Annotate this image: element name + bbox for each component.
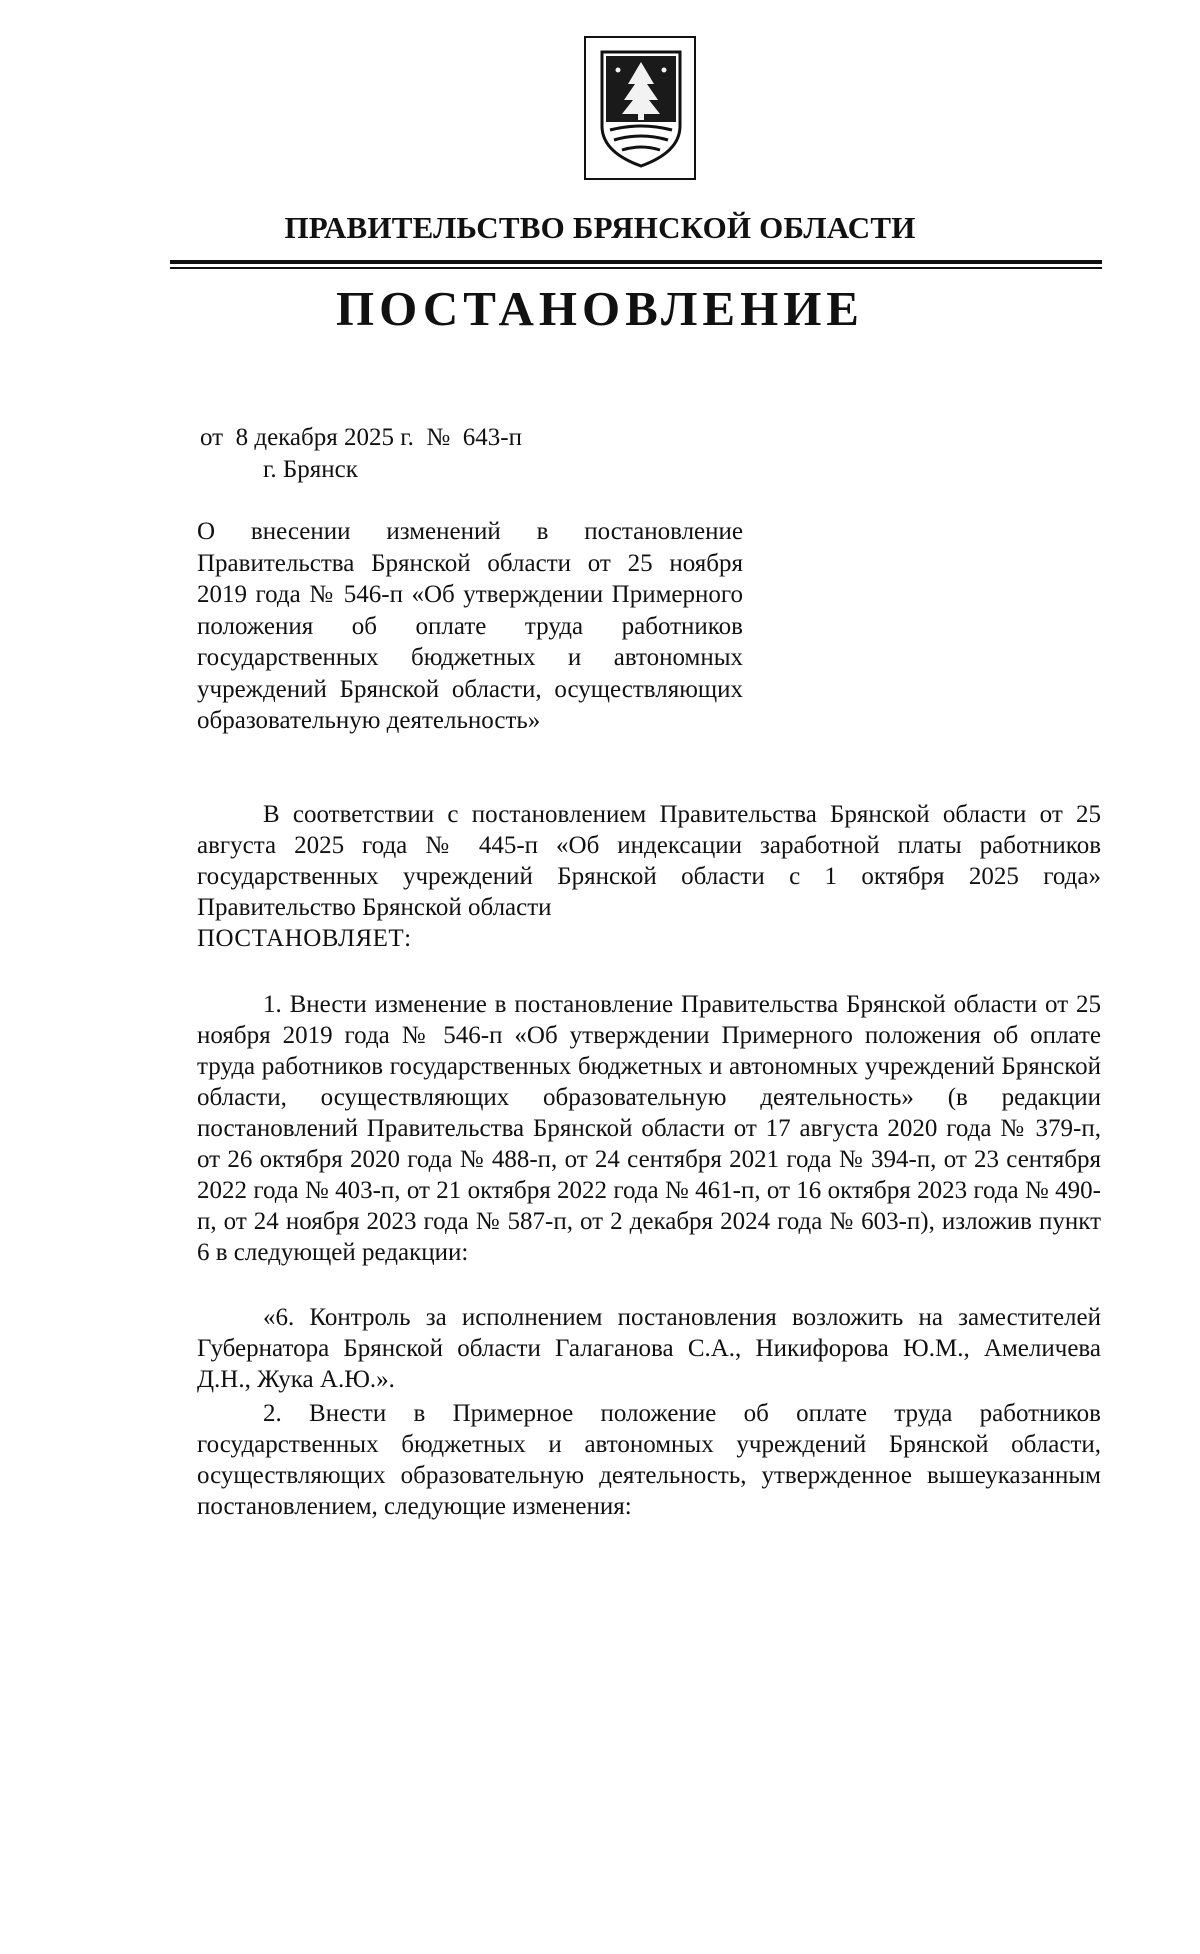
header-divider-thick: [170, 260, 1102, 264]
preamble-paragraph: В соответствии с постановлением Правительства Брянской области от 25 августа 2025 года № 445-п «Об индексации заработной платы работников государственных учреждений Брянской области с 1 октября 2025 года» Правительство Брянской области: [197, 801, 1101, 921]
item-2-paragraph: 2. Внести в Примерное положение об оплате труда работников государственных бюджетных и автономных учреждений Брянской области, осуществляющих образовательную деятельность, утвержденное вышеуказанным постановлением, следующие изменения:: [197, 1400, 1101, 1520]
coat-of-arms-icon: [598, 48, 684, 170]
document-type-title: ПОСТАНОВЛЕНИЕ: [336, 281, 864, 336]
coat-of-arms-emblem: [584, 36, 696, 180]
header-divider-thin: [170, 267, 1102, 269]
item-1-paragraph: 1. Внести изменение в постановление Правительства Брянской области от 25 ноября 2019 года № 546-п «Об утверждении Примерного положения об оплате труда работников государственных бюджетных и автономных учреждений Брянской области, осуществляющих образовательную деятельность» (в редакции постановлений Правительства Брянской области от 17 августа 2020 года № 379-п, от 26 октября 2020 года № 488-п, от 24 сентября 2021 года № 394-п, от 23 сентября 2022 года № 403-п, от 21 октября 2022 года № 461-п, от 16 октября 2023 года № 490-п, от 24 ноября 2023 года № 587-п, от 2 декабря 2024 года № 603-п), изложив пункт 6 в следующей редакции:: [197, 991, 1101, 1266]
organization-title: ПРАВИТЕЛЬСТВО БРЯНСКОЙ ОБЛАСТИ: [284, 210, 916, 245]
document-subject: О внесении изменений в постановление Правительства Брянской области от 25 ноября 2019 года № 546-п «Об утверждении Примерного положения об оплате труда работников государственных бюджетных и автономных учреждений Брянской области, осуществляющих образовательную деятельность»: [197, 518, 743, 734]
item-1-quote-paragraph: «6. Контроль за исполнением постановления возложить на заместителей Губернатора Брянской области Галаганова С.А., Никифорова Ю.М., Амеличева Д.Н., Жука А.Ю.».: [197, 1304, 1101, 1393]
document-date-number: от 8 декабря 2025 г. № 643-п: [200, 424, 522, 451]
document-city: г. Брянск: [263, 456, 358, 483]
resolves-heading: ПОСТАНОВЛЯЕТ:: [197, 925, 412, 952]
